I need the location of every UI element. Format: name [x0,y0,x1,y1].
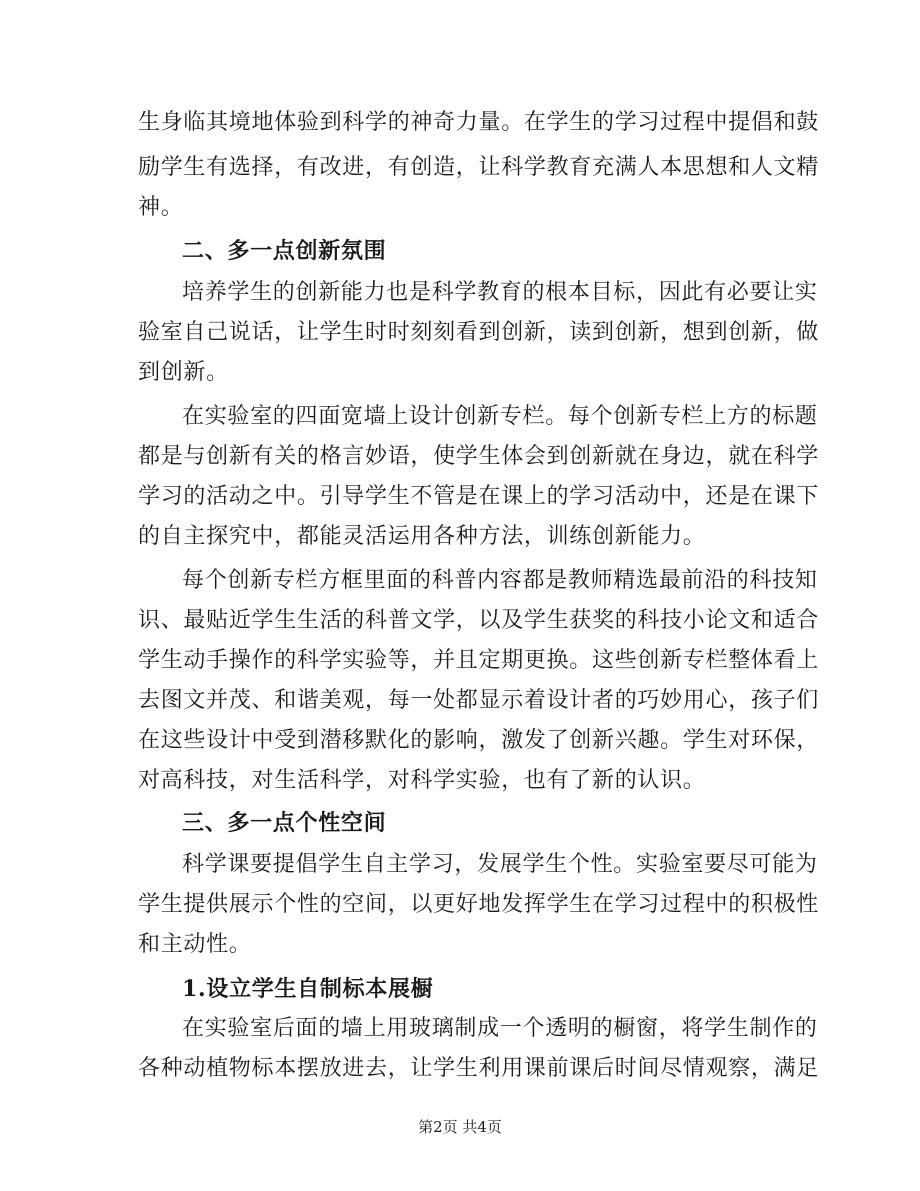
text-line: 去图文并茂、和谐美观，每一处都显示着设计者的巧妙用心，孩子们 [138,688,820,713]
subsection-heading: 1.设立学生自制标本展橱 [182,976,434,1002]
text-line: 励学生有选择，有改进，有创造，让科学教育充满人本思想和人文精 [138,155,820,180]
text-line: 科学课要提倡学生自主学习，发展学生个性。实验室要尽可能为 [182,852,818,877]
text-line: 在实验室后面的墙上用玻璃制成一个透明的橱窗，将学生制作的 [182,1016,818,1041]
text-line: 和主动性。 [138,932,252,957]
text-line: 到创新。 [138,360,229,385]
section-heading: 二、多一点创新氛围 [182,238,387,264]
text-line: 神。 [138,195,184,220]
text-line: 每个创新专栏方框里面的科普内容都是教师精选最前沿的科技知 [182,568,818,593]
text-line: 在实验室的四面宽墙上设计创新专栏。每个创新专栏上方的标题 [182,404,818,429]
text-line: 验室自己说话，让学生时时刻刻看到创新，读到创新，想到创新，做 [138,320,820,345]
text-line: 都是与创新有关的格言妙语，使学生体会到创新就在身边，就在科学 [138,444,820,469]
text-line: 各种动植物标本摆放进去，让学生利用课前课后时间尽情观察，满足 [138,1056,820,1081]
text-line: 对高科技，对生活科学，对科学实验，也有了新的认识。 [138,768,706,793]
text-line: 识、最贴近学生生活的科普文学，以及学生获奖的科技小论文和适合 [138,608,820,633]
section-heading: 三、多一点个性空间 [182,810,387,836]
text-line: 培养学生的创新能力也是科学教育的根本目标，因此有必要让实 [182,280,818,305]
text-line: 学生动手操作的科学实验等，并且定期更换。这些创新专栏整体看上 [138,648,820,673]
text-line: 生身临其境地体验到科学的神奇力量。在学生的学习过程中提倡和鼓 [138,110,820,135]
text-line: 学习的活动之中。引导学生不管是在课上的学习活动中，还是在课下 [138,484,820,509]
page-number: 第2页 共4页 [418,1118,502,1136]
text-line: 在这些设计中受到潜移默化的影响，激发了创新兴趣。学生对环保， [138,728,820,753]
text-line: 的自主探究中，都能灵活运用各种方法，训练创新能力。 [138,524,706,549]
text-line: 学生提供展示个性的空间，以更好地发挥学生在学习过程中的积极性 [138,892,820,917]
